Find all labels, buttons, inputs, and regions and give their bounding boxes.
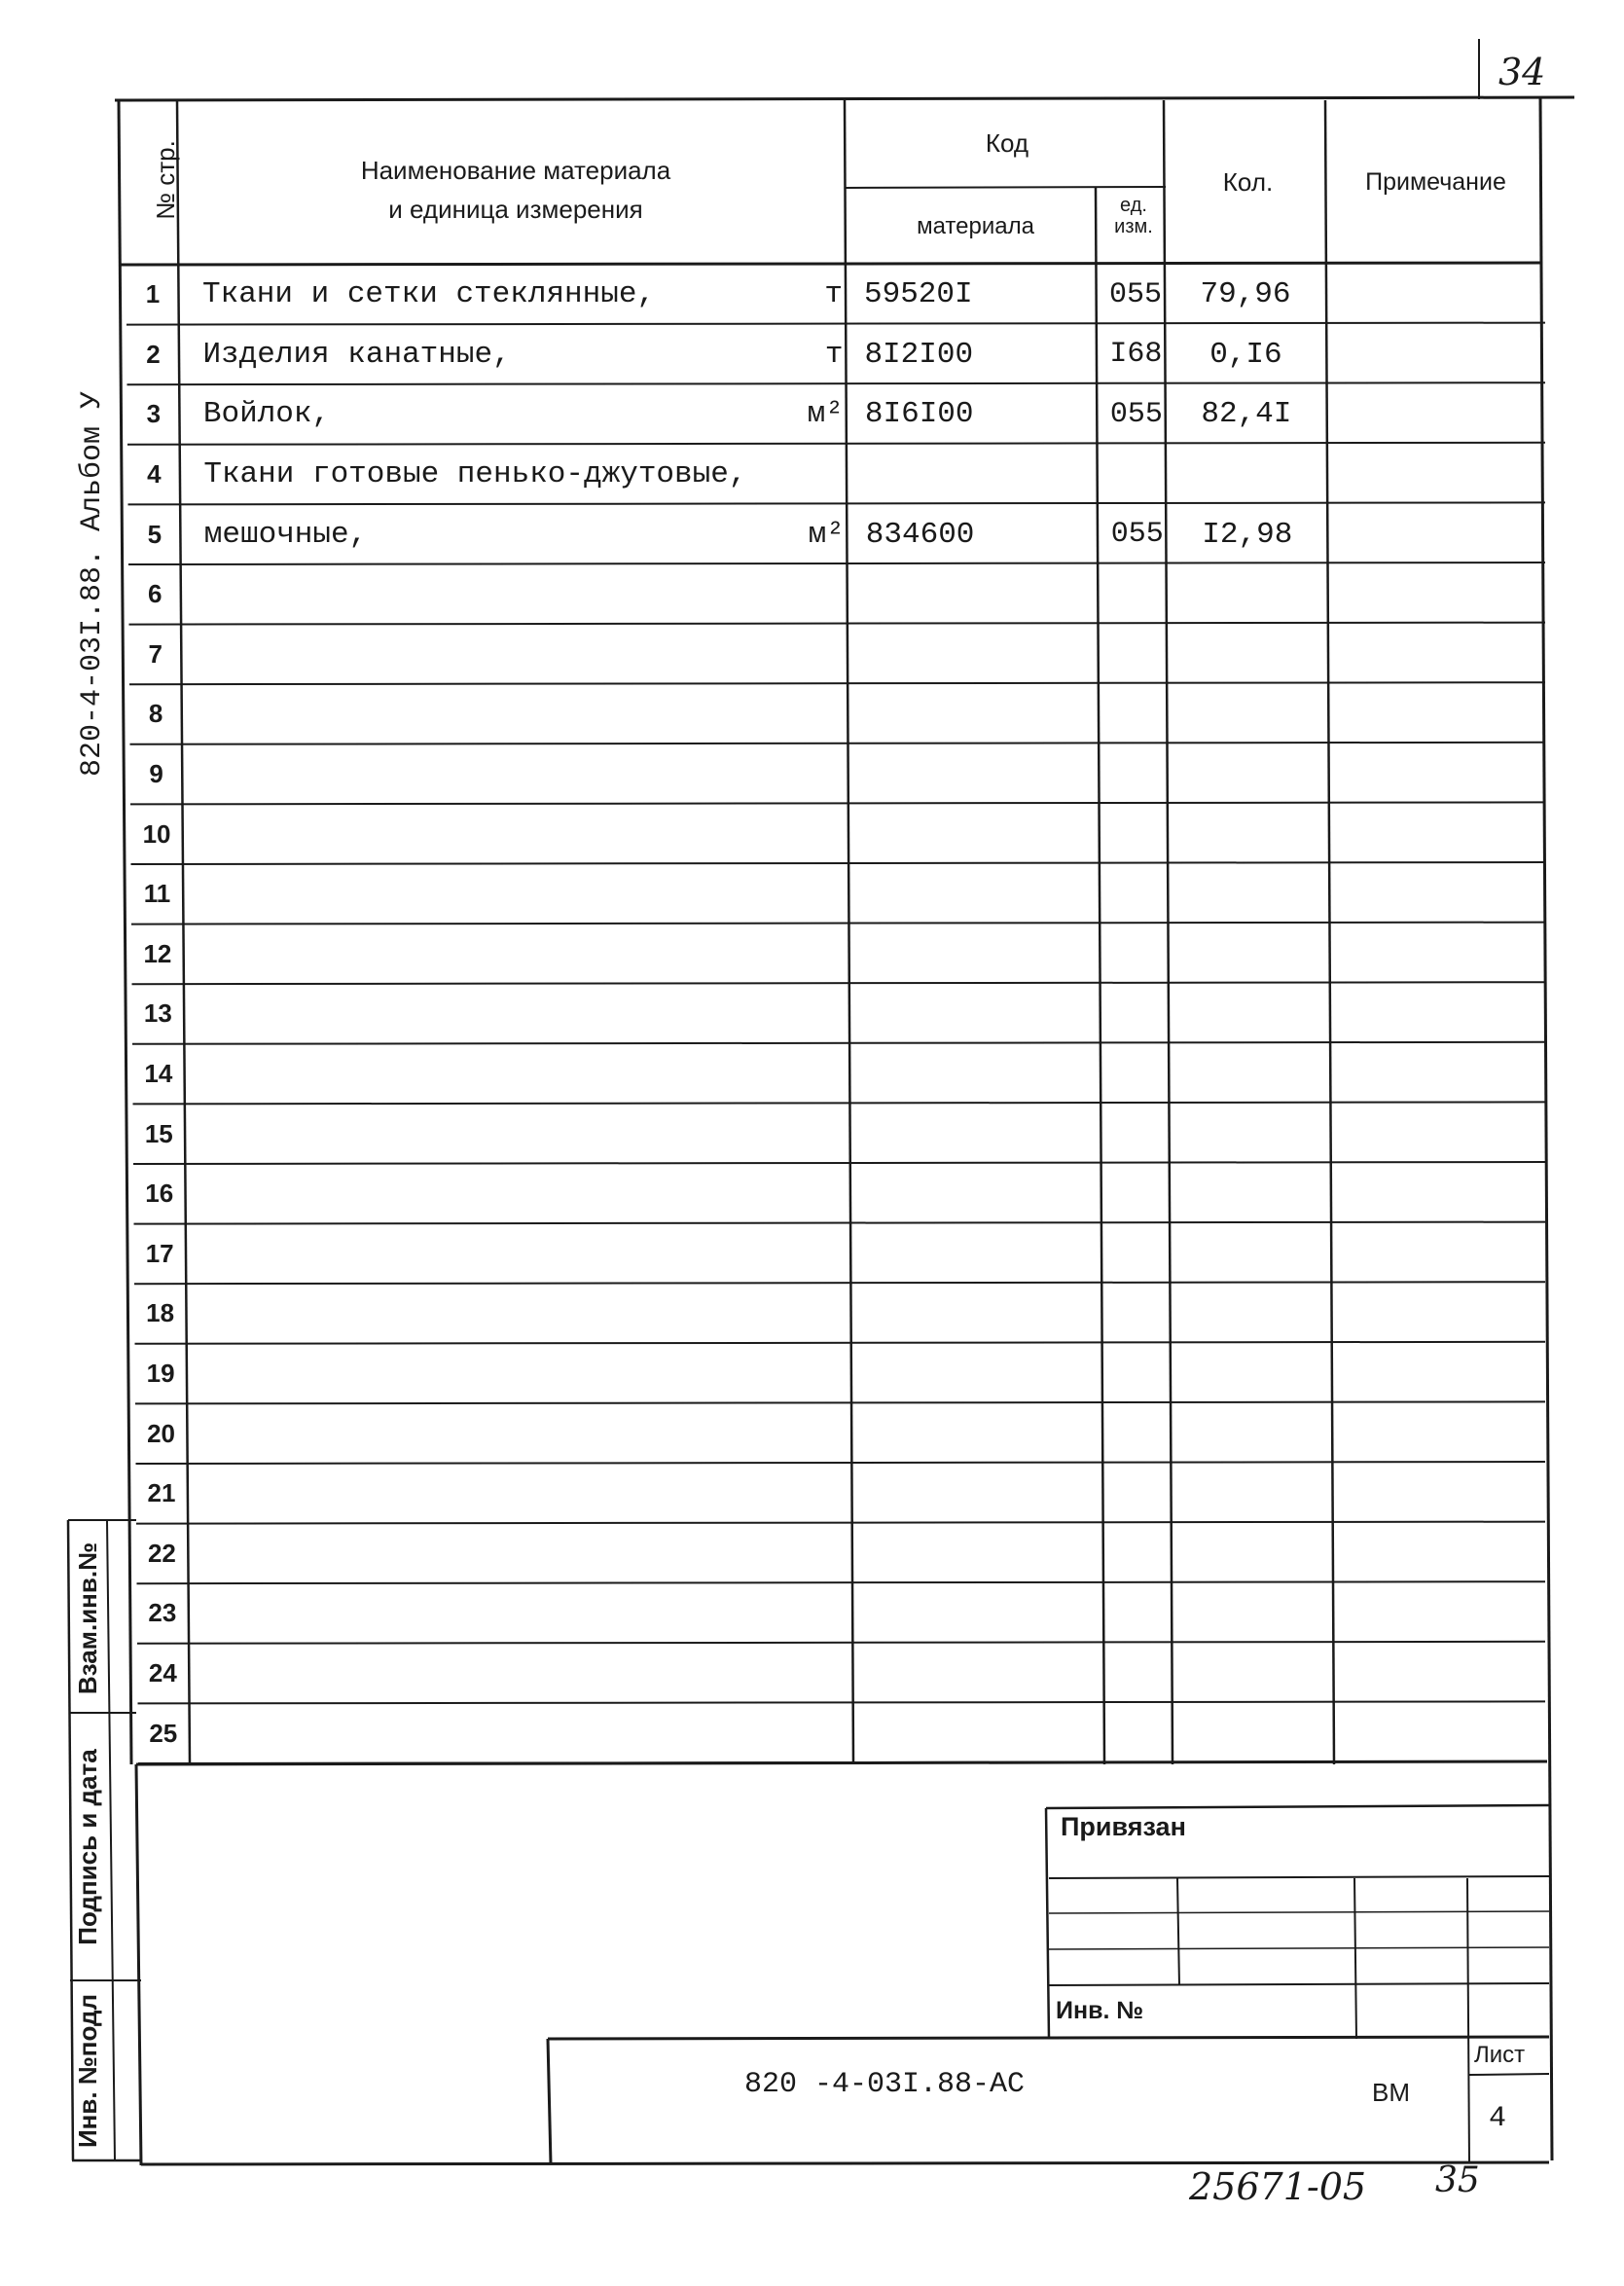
row-number: 16 xyxy=(145,1179,174,1209)
material-code: 834600 xyxy=(865,517,975,552)
header-row-no: № стр. xyxy=(150,140,180,220)
material-name: Ткани и сетки стеклянные, xyxy=(202,277,656,312)
material-code: 59520I xyxy=(864,277,973,312)
row-number: 11 xyxy=(143,879,171,909)
footer-handwritten-code: 25671-05 xyxy=(1189,2165,1367,2208)
header-note: Примечание xyxy=(1365,168,1506,196)
left-podpis-data: Подпись и дата xyxy=(73,1749,102,1945)
unit-of-measure: м² xyxy=(807,397,844,432)
row-number: 12 xyxy=(143,938,172,968)
left-inv-podl: Инв. №подл xyxy=(73,1993,102,2149)
header-code: Код xyxy=(985,128,1029,158)
unit-code: I68 xyxy=(1109,338,1163,372)
stamp-list-label: Лист xyxy=(1474,2042,1526,2068)
row-number: 19 xyxy=(146,1359,175,1389)
side-album-label: 820-4-03I.88. Альбом У xyxy=(76,390,109,778)
material-name: Изделия канатные, xyxy=(202,337,511,372)
header-code-material: материала xyxy=(917,212,1034,239)
quantity: 0,I6 xyxy=(1209,337,1282,372)
row-number: 21 xyxy=(147,1478,176,1508)
row-number: 7 xyxy=(148,638,162,669)
stamp-vm: ВМ xyxy=(1372,2078,1410,2107)
row-number: 9 xyxy=(149,759,163,789)
unit-of-measure: т xyxy=(824,277,843,312)
row-number: 22 xyxy=(147,1538,176,1568)
stamp-inv-no: Инв. № xyxy=(1056,1997,1144,2024)
unit-of-measure: м² xyxy=(808,517,845,552)
row-number: 4 xyxy=(147,459,162,490)
row-number: 20 xyxy=(147,1418,175,1448)
row-number: 17 xyxy=(145,1238,174,1268)
material-name: мешочные, xyxy=(203,517,368,552)
row-number: 18 xyxy=(146,1298,175,1328)
unit-code: 055 xyxy=(1110,518,1164,552)
header-name-line1: Наименование материала xyxy=(360,156,671,185)
row-number: 24 xyxy=(148,1658,177,1688)
row-number: 1 xyxy=(145,279,161,309)
footer-handwritten-page: 35 xyxy=(1435,2160,1480,2200)
page-number: 34 xyxy=(1498,51,1546,93)
row-number: 5 xyxy=(147,519,162,549)
row-number: 6 xyxy=(148,579,162,609)
header-qty: Кол. xyxy=(1222,167,1274,197)
material-name: Войлок, xyxy=(202,397,331,432)
row-number: 25 xyxy=(149,1718,178,1748)
row-number: 10 xyxy=(142,818,171,849)
row-number: 15 xyxy=(144,1118,173,1148)
stamp-list-number: 4 xyxy=(1489,2102,1507,2135)
unit-code: 055 xyxy=(1109,397,1163,431)
material-name: Ткани готовые пенько-джутовые, xyxy=(203,457,747,492)
stamp-doc-code: 820 -4-03I.88-АС xyxy=(744,2068,1026,2101)
row-number: 23 xyxy=(148,1598,177,1628)
material-code: 8I2I00 xyxy=(864,337,974,372)
row-number: 14 xyxy=(144,1059,173,1089)
unit-code: 055 xyxy=(1108,277,1162,311)
stamp-privyazan: Привязан xyxy=(1061,1812,1186,1841)
quantity: 82,4I xyxy=(1201,397,1292,432)
left-vzam-inv: Взам.инв.№ xyxy=(73,1542,102,1695)
header-code-unit: ед. изм. xyxy=(1114,195,1153,237)
material-code: 8I6I00 xyxy=(864,397,974,432)
row-number: 3 xyxy=(146,399,162,429)
row-number: 2 xyxy=(146,339,161,369)
quantity: I2,98 xyxy=(1202,517,1293,552)
row-number: 8 xyxy=(148,699,163,729)
unit-of-measure: т xyxy=(824,337,844,372)
row-number: 13 xyxy=(143,998,172,1029)
header-name-line2: и единица измерения xyxy=(388,195,643,224)
quantity: 79,96 xyxy=(1200,277,1291,312)
